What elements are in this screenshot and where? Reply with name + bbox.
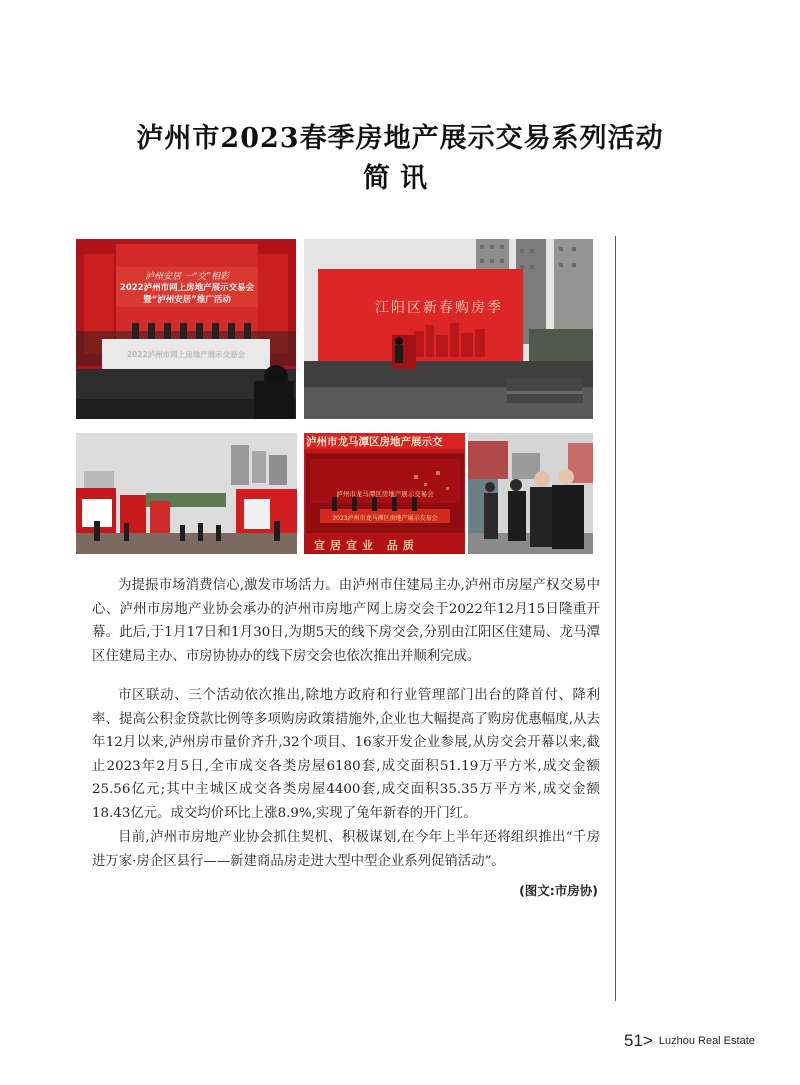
- photo-text-credit: (图文:市房协): [519, 883, 598, 898]
- body-paragraph-3: 目前,泸州市房地产业协会抓住契机、积极谋划,在今年上半年还将组织推出“千房进万家·房企区县行——新建商品房走进大型中型企业系列促销活动”。: [92, 830, 600, 869]
- photo-screen-title: 泸州市龙马潭区房地产展示交易会: [336, 490, 434, 498]
- column-divider-line: [615, 236, 616, 1001]
- page-number: 51: [624, 1031, 643, 1050]
- body-paragraph-2: 市区联动、三个活动依次推出,除地方政府和行业管理部门出台的降首付、降利率、提高公积金贷款比例等多项购房政策措施外,企业也大幅提高了购房优惠幅度,从去年12月以来,泸州房市量价齐升,32个项目、16家开发企业参展,从房交会开幕以来,截止2023年2月5日,全市成交各类房屋6180套,成交面积51.19万平方米,成交金额25.56亿元;其中主城区成交各类房屋4400套,成交面积35.35万平方米,成交金额18.43亿元。成交均价环比上涨8.9%,实现了兔年新春的开门红。: [92, 688, 600, 821]
- article-subtitle: 简讯: [363, 163, 437, 194]
- photo-jiangyang-stage: [304, 239, 593, 419]
- article-title: 泸州市2023春季房地产展示交易系列活动: [136, 123, 664, 154]
- magazine-name: Luzhou Real Estate: [658, 1035, 755, 1047]
- photo-longmatan-fair: [304, 433, 465, 554]
- photo-stage-banner: 2023泸州市龙马潭区房地产展示交易会: [332, 515, 438, 522]
- photo-officials-visit: [468, 433, 593, 554]
- photo-top-banner: 泸州市龙马潭区房地产展示交: [306, 436, 443, 448]
- photo-outdoor-booths: [76, 433, 297, 554]
- photo-banner-line1: 2022泸州市网上房地产展示交易会: [119, 283, 255, 293]
- photo-online-fair-stage: [76, 239, 296, 419]
- body-paragraph-1: 为提振市场消费信心,激发市场活力。由泸州市住建局主办,泸州市房屋产权交易中心、泸州市房地产业协会承办的泸州市房地产网上房交会于2022年12月15日隆重开幕。此后,于1月17日和1月30日,为期5天的线下房交会,分别由江阳区住建局、龙马潭区住建局主办、市房协协办的线下房交会也依次推出并顺利完成。: [92, 578, 600, 664]
- footer-separator: >: [642, 1031, 653, 1050]
- photo-banner-line2: 暨“泸州安居”推广活动: [143, 295, 231, 305]
- photo-bottom-text: 宜居宜业 品质: [314, 539, 419, 552]
- photo-banner-small: 泸州安居 一“交”相彩: [144, 272, 230, 282]
- photo-stage-text: 2022泸州市网上房地产展示交易会: [126, 350, 246, 359]
- page-footer: [624, 1031, 755, 1051]
- photo-banner-jiangyang: 江阳区新春购房季: [375, 300, 503, 316]
